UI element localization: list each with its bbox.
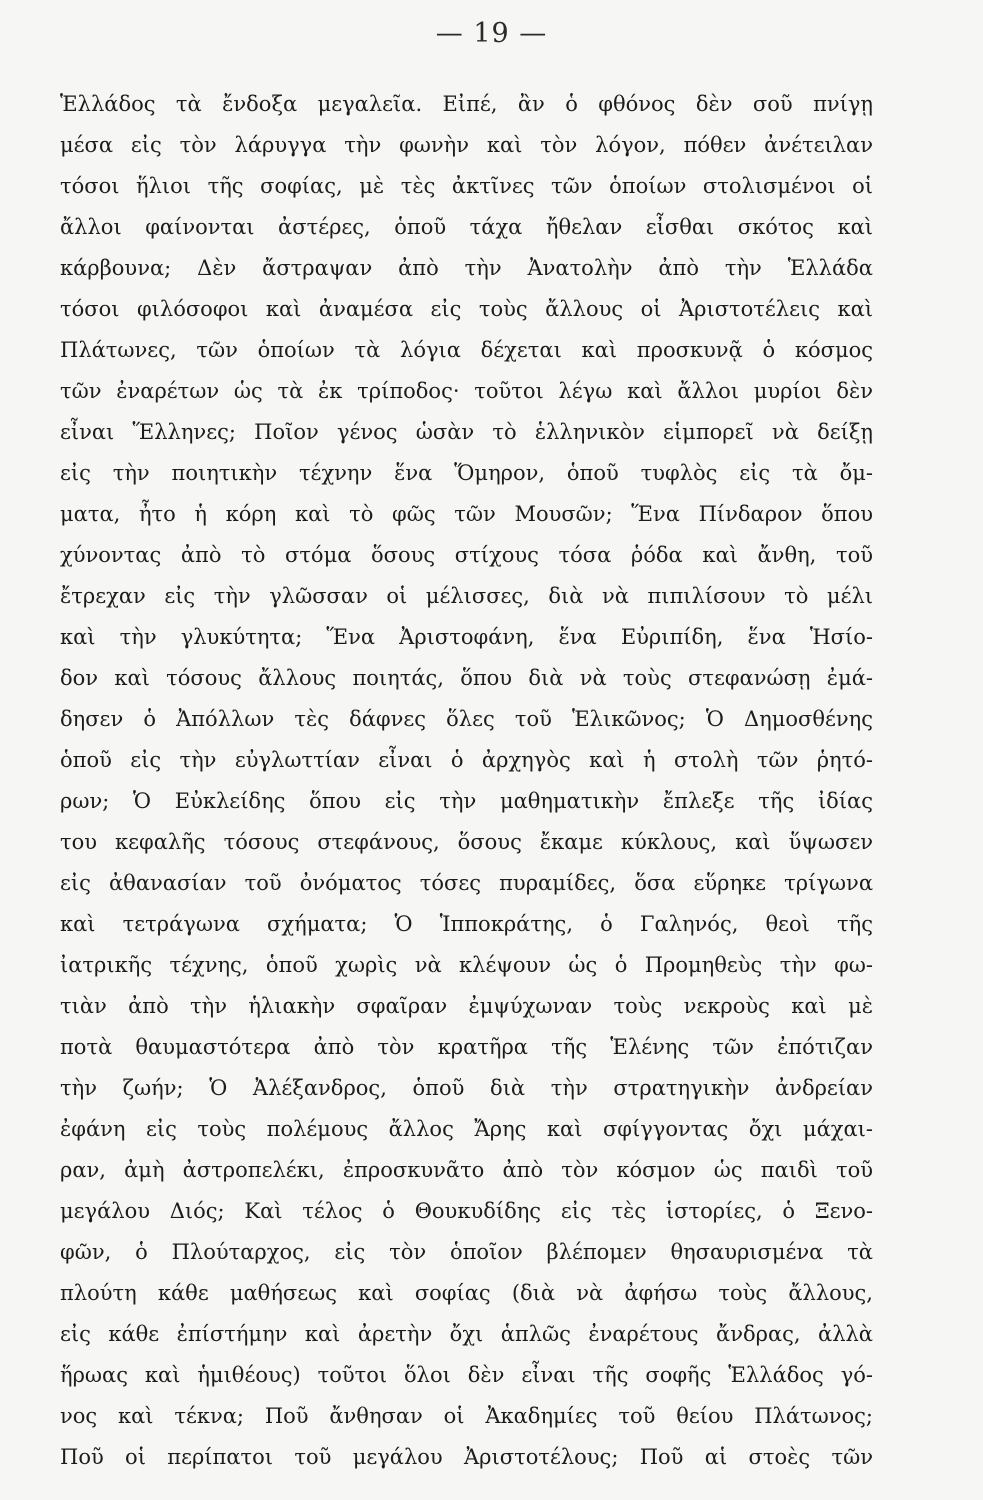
text-line: Πλάτωνες, τῶν ὁποίων τὰ λόγια δέχεται καὶ προσκυνᾷ ὁ κόσμος bbox=[60, 338, 873, 362]
text-line: δον καὶ τόσους ἄλλους ποιητάς, ὅπου διὰ νὰ τοὺς στεφανώσῃ ἐμά- bbox=[60, 666, 873, 690]
text-line: ἄλλοι φαίνονται ἀστέρες, ὁποῦ τάχα ἤθελαν εἶσθαι σκότος καὶ bbox=[60, 215, 873, 239]
body-text bbox=[60, 84, 873, 1478]
text-line: ἥρωας καὶ ἡμιθέους) τοῦτοι ὅλοι δὲν εἶναι τῆς σοφῆς Ἑλλάδος γό- bbox=[60, 1363, 873, 1387]
text-line: χύνοντας ἀπὸ τὸ στόμα ὅσους στίχους τόσα ῥόδα καὶ ἄνθη, τοῦ bbox=[60, 543, 873, 567]
text-line: Ποῦ οἱ περίπατοι τοῦ μεγάλου Ἀριστοτέλους; Ποῦ αἱ στοὲς τῶν bbox=[60, 1445, 873, 1469]
text-line: νος καὶ τέκνα; Ποῦ ἄνθησαν οἱ Ἀκαδημίες τοῦ θείου Πλάτωνος; bbox=[60, 1404, 873, 1428]
text-line: ρων; Ὁ Εὐκλείδης ὅπου εἰς τὴν μαθηματικὴν ἔπλεξε τῆς ἰδίας bbox=[60, 789, 873, 813]
text-line: ὁποῦ εἰς τὴν εὐγλωττίαν εἶναι ὁ ἀρχηγὸς καὶ ἡ στολὴ τῶν ῥητό- bbox=[60, 748, 873, 772]
text-line: εἰς κάθε ἐπίστήμην καὶ ἀρετὴν ὄχι ἁπλῶς ἐναρέτους ἄνδρας, ἀλλὰ bbox=[60, 1322, 873, 1346]
text-line: του κεφαλῆς τόσους στεφάνους, ὅσους ἔκαμε κύκλους, καὶ ὕψωσεν bbox=[60, 830, 873, 854]
text-line: εἰς ἀθανασίαν τοῦ ὀνόματος τόσες πυραμίδες, ὅσα εὕρηκε τρίγωνα bbox=[60, 871, 873, 895]
text-line: μεγάλου Διός; Καὶ τέλος ὁ Θουκυδίδης εἰς τὲς ἱστορίες, ὁ Ξενο- bbox=[60, 1199, 873, 1223]
text-line: τόσοι ἥλιοι τῆς σοφίας, μὲ τὲς ἀκτῖνες τῶν ὁποίων στολισμένοι οἱ bbox=[60, 174, 873, 198]
text-line: τόσοι φιλόσοφοι καὶ ἀναμέσα εἰς τοὺς ἄλλους οἱ Ἀριστοτέλεις καὶ bbox=[60, 297, 873, 321]
text-line: Ἑλλάδος τὰ ἔνδοξα μεγαλεῖα. Εἰπέ, ἂν ὁ φθόνος δὲν σοῦ πνίγῃ bbox=[60, 92, 873, 116]
text-line: δησεν ὁ Ἀπόλλων τὲς δάφνες ὅλες τοῦ Ἑλικῶνος; Ὁ Δημοσθένης bbox=[60, 707, 873, 731]
text-line: τῶν ἐναρέτων ὡς τὰ ἐκ τρίποδος· τοῦτοι λέγω καὶ ἄλλοι μυρίοι δὲν bbox=[60, 379, 873, 403]
text-line: καὶ τὴν γλυκύτητα; Ἕνα Ἀριστοφάνη, ἕνα Εὐριπίδη, ἕνα Ἡσίο- bbox=[60, 625, 873, 649]
text-line: εἶναι Ἕλληνες; Ποῖον γένος ὡσὰν τὸ ἑλληνικὸν εἱμπορεῖ νὰ δείξῃ bbox=[60, 420, 873, 444]
text-line: πλούτη κάθε μαθήσεως καὶ σοφίας (διὰ νὰ ἀφήσω τοὺς ἄλλους, bbox=[60, 1281, 873, 1305]
text-line: φῶν, ὁ Πλούταρχος, εἰς τὸν ὁποῖον βλέπομεν θησαυρισμένα τὰ bbox=[60, 1240, 873, 1264]
text-line: τιὰν ἀπὸ τὴν ἡλιακὴν σφαῖραν ἐμψύχωναν τοὺς νεκροὺς καὶ μὲ bbox=[60, 994, 873, 1018]
text-line: ἰατρικῆς τέχνης, ὁποῦ χωρὶς νὰ κλέψουν ὡς ὁ Προμηθεὺς τὴν φω- bbox=[60, 953, 873, 977]
text-line: ματα, ἦτο ἡ κόρη καὶ τὸ φῶς τῶν Μουσῶν; Ἕνα Πίνδαρον ὅπου bbox=[60, 502, 873, 526]
text-line: καὶ τετράγωνα σχήματα; Ὁ Ἱπποκράτης, ὁ Γαληνός, θεοὶ τῆς bbox=[60, 912, 873, 936]
text-line: ἐφάνη εἰς τοὺς πολέμους ἄλλος Ἄρης καὶ σφίγγοντας ὄχι μάχαι- bbox=[60, 1117, 873, 1141]
text-line: τὴν ζωήν; Ὁ Ἀλέξανδρος, ὁποῦ διὰ τὴν στρατηγικὴν ἀνδρείαν bbox=[60, 1076, 873, 1100]
page-number: — 19 — bbox=[435, 18, 548, 49]
text-line: ἔτρεχαν εἰς τὴν γλῶσσαν οἱ μέλισσες, διὰ νὰ πιπιλίσουν τὸ μέλι bbox=[60, 584, 873, 608]
text-line: κάρβουνα; Δὲν ἄστραψαν ἀπὸ τὴν Ἀνατολὴν ἀπὸ τὴν Ἑλλάδα bbox=[60, 256, 873, 280]
text-line: ραν, ἀμὴ ἀστροπελέκι, ἐπροσκυνᾶτο ἀπὸ τὸν κόσμον ὡς παιδὶ τοῦ bbox=[60, 1158, 873, 1182]
text-line: μέσα εἰς τὸν λάρυγγα τὴν φωνὴν καὶ τὸν λόγον, πόθεν ἀνέτειλαν bbox=[60, 133, 873, 157]
text-line: ποτὰ θαυμαστότερα ἀπὸ τὸν κρατῆρα τῆς Ἑλένης τῶν ἐπότιζαν bbox=[60, 1035, 873, 1059]
text-line: εἰς τὴν ποιητικὴν τέχνην ἕνα Ὅμηρον, ὁποῦ τυφλὸς εἰς τὰ ὄμ- bbox=[60, 461, 873, 485]
